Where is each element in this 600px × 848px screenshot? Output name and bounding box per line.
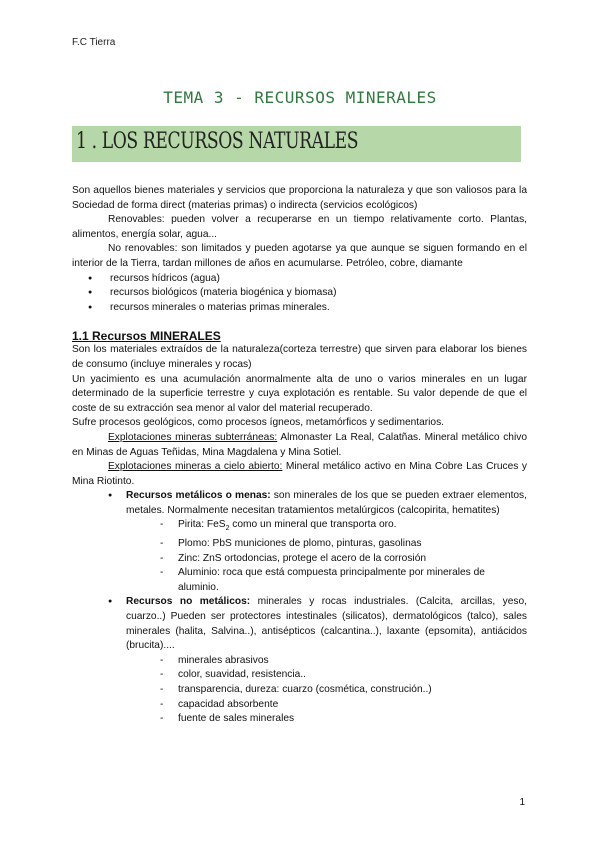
- metalicos-sublist: [144, 518, 527, 595]
- list-item: [108, 489, 527, 595]
- resource-list: [72, 272, 527, 316]
- list-item: - fuente de sales minerales: [126, 712, 527, 727]
- list-item: - Plomo: PbS municiones de plomo, pinturas, gasolinas: [126, 537, 527, 552]
- paragraph: Son los materiales extraídos de la naturaleza(corteza terrestre) que sirven para elaborar los bienes de consumo (incluye minerales y rocas): [72, 344, 527, 370]
- item-text: son minerales de los que se pueden extraer elementos, metales. Normalmente necesitan tratamientos metalúrgicos (calcopirita, hematites): [126, 490, 527, 516]
- list-item: [108, 595, 527, 726]
- list-item: - capacidad absorbente: [126, 698, 527, 713]
- underlined-label: Explotaciones mineras a cielo abierto:: [108, 461, 283, 473]
- page-header: F.C Tierra: [72, 37, 116, 48]
- nometalicos-sublist: [144, 654, 527, 727]
- underlined-label: Explotaciones mineras subterráneas:: [108, 431, 278, 443]
- item-text: minerales y rocas industriales. (Calcita, arcillas, yeso, cuarzo..) Pueden ser protectores intestinales (silicatos), dermatológicos (talco), sales minerales (halita, Salvina..), antisépticos (calcantina..), laxante (epsomita), antiácidos (brucita)....: [126, 596, 527, 652]
- paragraph: [72, 460, 527, 489]
- paragraph-text: Mineral metálico activo en Mina Cobre Las Cruces y Mina Riotinto.: [72, 461, 527, 487]
- renovables-paragraph: Renovables: pueden volver a recuperarse en un tiempo relativamente corto. Plantas, alimentos, energía solar, agua...: [72, 214, 527, 240]
- bold-label: Recursos no metálicos:: [126, 596, 251, 608]
- content: [72, 184, 527, 727]
- recursos-list: [108, 489, 527, 727]
- item-text: como un mineral que transporta oro.: [229, 519, 397, 531]
- item-text: Pirita: FeS: [178, 519, 226, 531]
- list-item: ● recursos hídricos (agua): [72, 272, 527, 287]
- tema-title: TEMA 3 - RECURSOS MINERALES: [163, 88, 437, 107]
- no-renovables-paragraph: No renovables: son limitados y pueden agotarse ya que aunque se siguen formando en el interior de la Tierra, tardan millones de años en acumularse. Petróleo, cobre, diamante: [72, 243, 527, 269]
- list-item: [126, 518, 527, 537]
- paragraph-text: Almonaster La Real, Calatñas. Mineral metálico chivo en Minas de Aguas Teñidas, Mina Magdalena y Mina Sotiel.: [72, 431, 527, 458]
- list-item: ● recursos minerales o materias primas minerales.: [72, 301, 527, 316]
- paragraph: [72, 431, 527, 460]
- list-item: - color, suavidad, resistencia..: [126, 668, 527, 683]
- page-number: 1: [519, 797, 525, 808]
- list-item: - Aluminio: roca que está compuesta principalmente por minerales de aluminio.: [126, 566, 527, 595]
- section-banner: [72, 126, 521, 162]
- section-title: 1 . LOS RECURSOS NATURALES: [76, 129, 359, 154]
- list-item: - transparencia, dureza: cuarzo (cosmética, construción..): [126, 683, 527, 698]
- list-item: ● recursos biológicos (materia biogénica y biomasa): [72, 286, 527, 301]
- bold-label: Recursos metálicos o menas:: [126, 490, 271, 502]
- subsection-title: 1.1 Recursos MINERALES: [72, 329, 221, 344]
- subscript: 2: [225, 525, 230, 533]
- list-item: - minerales abrasivos: [126, 654, 527, 669]
- paragraph: Sufre procesos geológicos, como procesos ígneos, metamórficos y sedimentarios.: [72, 417, 445, 429]
- paragraph: Un yacimiento es una acumulación anormalmente alta de uno o varios minerales en un lugar determinado de la superficie terrestre y cuya explotación es rentable. Su valor depende de que el coste de su extracción sea menor al valor del material recuperado.: [72, 373, 527, 414]
- intro-paragraph: Son aquellos bienes materiales y servicios que proporciona la naturaleza y que son valiosos para la Sociedad de forma direct (materias primas) o indirecta (servicios ecológicos): [72, 185, 527, 211]
- list-item: - Zinc: ZnS ortodoncias, protege el acero de la corrosión: [126, 552, 527, 567]
